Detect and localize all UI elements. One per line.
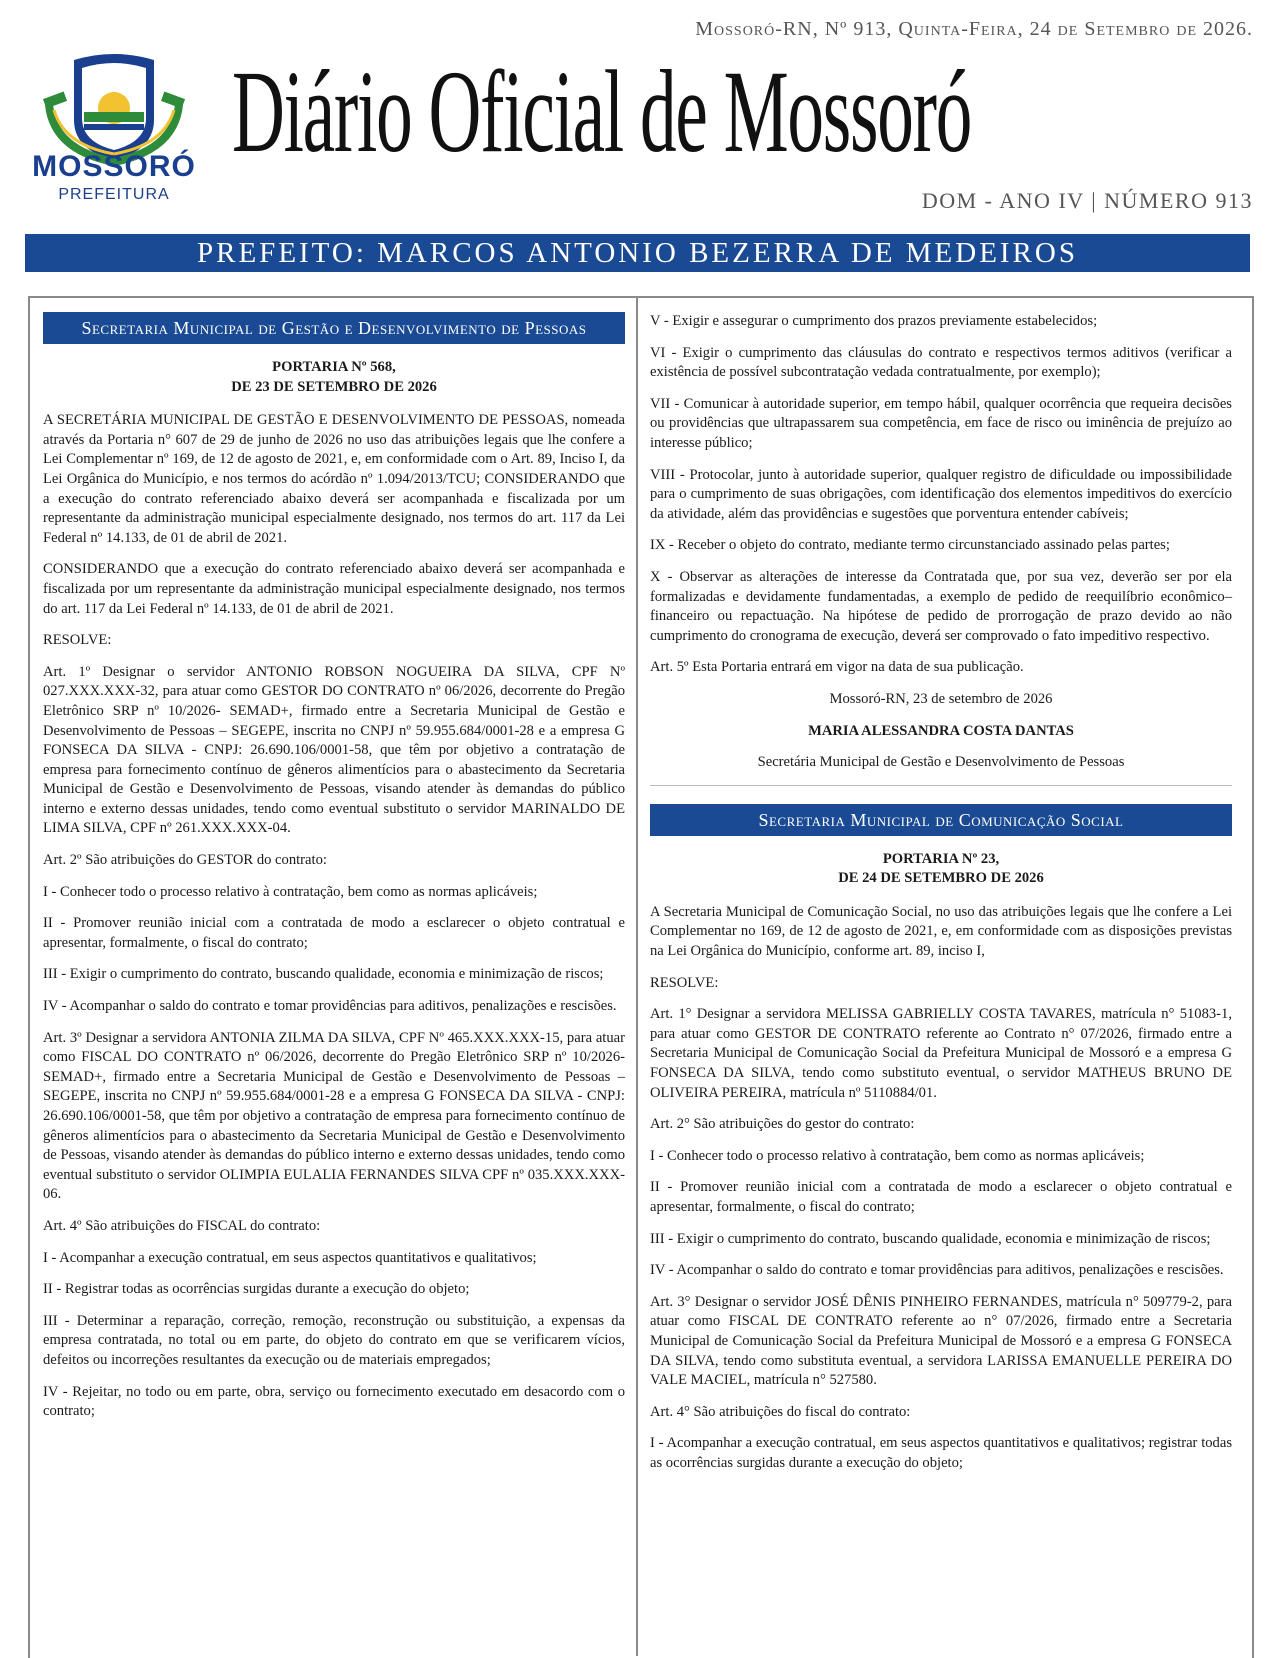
- paragraph: A Secretaria Municipal de Comunicação Social, no uso das atribuições legais que lhe confere a Lei Complementar no 169, de 12 de agosto de 2021, e, em conformidade com as disposições previstas na Lei Orgânica do Município, conforme art. 89, inciso I,: [650, 903, 1232, 960]
- paragraph: RESOLVE:: [650, 974, 719, 991]
- logo-subtitle: PREFEITURA: [58, 186, 170, 203]
- paragraph: Art. 4° São atribuições do fiscal do contrato:: [650, 1403, 911, 1420]
- paragraph: Art. 1º Designar o servidor ANTONIO ROBSON NOGUEIRA DA SILVA, CPF Nº 027.XXX.XXX-32, para atuar como GESTOR DO CONTRATO nº 06/2026, decorrente do Pregão Eletrônico SRP nº 10/2026- SEMAD+, firmado entre a Secretaria Municipal de Gestão e Desenvolvimento de Pessoas – SEGEPE, inscrita no CNPJ nº 59.955.684/0001-28 e a empresa G FONSECA DA SILVA - CNPJ: 26.690.106/0001-58, que têm por objetivo a contratação de empresa para fornecimento contínuo de gêneros alimentícios para o abastecimento da Secretaria Municipal de Gestão e Desenvolvimento de Pessoas, visando atender às demandas do público interno e externo dessas unidades, tendo como eventual substituto o servidor MARINALDO DE LIMA SILVA, CPF nº 261.XXX.XXX-04.: [43, 663, 625, 837]
- portaria-number: PORTARIA Nº 568,: [272, 359, 396, 375]
- left-column: [43, 312, 625, 1434]
- paragraph: I - Conhecer todo o processo relativo à contratação, bem como as normas aplicáveis;: [650, 1147, 1145, 1164]
- place-date: Mossoró-RN, 23 de setembro de 2026: [829, 690, 1053, 707]
- paragraph: Art. 3º Designar a servidora ANTONIA ZILMA DA SILVA, CPF Nº 465.XXX.XXX-15, para atuar como FISCAL DO CONTRATO nº 06/2026, decorrente do Pregão Eletrônico SRP nº 10/2026- SEMAD+, firmado entre a Secretaria Municipal de Gestão e Desenvolvimento de Pessoas – SEGEPE, inscrita no CNPJ nº 59.955.684/0001-28 e a empresa G FONSECA DA SILVA - CNPJ: 26.690.106/0001-58, que têm por objetivo a contratação de empresa para fornecimento contínuo de gêneros alimentícios para o abastecimento da Secretaria Municipal de Gestão e Desenvolvimento de Pessoas, visando atender às demandas do público interno e externo dessas unidades, tendo como eventual substituto o servidor OLIMPIA EULALIA FERNANDES SILVA CPF nº 035.XXX.XXX-06.: [43, 1029, 625, 1203]
- paragraph: A SECRETÁRIA MUNICIPAL DE GESTÃO E DESENVOLVIMENTO DE PESSOAS, nomeada através da Portaria n° 607 de 29 de junho de 2026 no uso das atribuições legais que lhe confere a Lei Complementar nº 169, de 12 de agosto de 2021, e, em conformidade com o Art. 89, Inciso I, da Lei Orgânica do Município, e nos termos do acórdão nº 1.094/2013/TCU; CONSIDERANDO que a execução do contrato referenciado abaixo deverá ser acompanhada e fiscalizada por um representante da administração municipal especialmente designado, nos termos do art. 117 da Lei Federal nº 14.133, de 01 de abril de 2021.: [43, 412, 625, 546]
- paragraph: II - Promover reunião inicial com a contratada de modo a esclarecer o objeto contratual e apresentar, formalmente, o fiscal do contrato;: [43, 915, 625, 951]
- paragraph: IV - Acompanhar o saldo do contrato e tomar providências para aditivos, penalizações e rescisões.: [43, 998, 617, 1015]
- section-separator: [650, 785, 1232, 786]
- paragraph: I - Acompanhar a execução contratual, em seus aspectos quantitativos e qualitativos; registrar todas as ocorrências surgidas durante a execução do objeto;: [650, 1435, 1232, 1471]
- column-divider: [636, 296, 638, 1656]
- newspaper-title: Diário Oficial de Mossoró: [232, 46, 972, 177]
- portaria-date: DE 24 DE SETEMBRO DE 2026: [838, 870, 1044, 887]
- paragraph: V - Exigir e assegurar o cumprimento dos prazos previamente estabelecidos;: [650, 313, 1098, 329]
- logo-wordmark: MOSSORÓ: [32, 150, 196, 183]
- paragraph: I - Acompanhar a execução contratual, em seus aspectos quantitativos e qualitativos;: [43, 1249, 537, 1266]
- paragraph: Art. 1° Designar a servidora MELISSA GABRIELLY COSTA TAVARES, matrícula n° 51083-1, para atuar como GESTOR DE CONTRATO referente ao Contrato n° 07/2026, firmado entre a Secretaria Municipal de Comunicação Social da Prefeitura Municipal de Mossoró e a empresa G FONSECA DA SILVA, tendo como substituto eventual, o servidor MATHEUS BRUNO DE OLIVEIRA PEREIRA, matrícula nº 5110884/01.: [650, 1006, 1232, 1101]
- signer-role: Secretária Municipal de Gestão e Desenvolvimento de Pessoas: [757, 754, 1125, 771]
- paragraph: VIII - Protocolar, junto à autoridade superior, qualquer registro de dificuldade ou impossibilidade para o cumprimento de suas obrigações, com identificação dos elementos impeditivos do exercício da atividade, além das providências e sugestões que porventura entender cabíveis;: [650, 466, 1232, 522]
- paragraph: II - Promover reunião inicial com a contratada de modo a esclarecer o objeto contratual e apresentar, formalmente, o fiscal do contrato;: [650, 1179, 1232, 1215]
- date-line: Mossoró-RN, Nº 913, Quinta-Feira, 24 de Setembro de 2026.: [695, 18, 1253, 40]
- paragraph: III - Exigir o cumprimento do contrato, buscando qualidade, economia e minimização de riscos;: [43, 966, 604, 983]
- paragraph: IV - Rejeitar, no todo ou em parte, obra, serviço ou fornecimento executado em desacordo com o contrato;: [43, 1383, 625, 1420]
- paragraph: Art. 4º São atribuições do FISCAL do contrato:: [43, 1217, 321, 1234]
- paragraph: IX - Receber o objeto do contrato, mediante termo circunstanciado assinado pelas partes;: [650, 537, 1170, 554]
- paragraph: Art. 2° São atribuições do gestor do contrato:: [650, 1116, 915, 1133]
- section-header: Secretaria Municipal de Gestão e Desenvolvimento de Pessoas: [43, 312, 625, 344]
- paragraph: X - Observar as alterações de interesse da Contratada que, por sua vez, deverão ser por ela formalizadas e devidamente fundamentadas, a exemplo de pedido de reequilíbrio econômico–financeiro ou repactuação. Na hipótese de pedido de prorrogação de prazo devido ao não cumprimento do cronograma de execução, deverá ser comprovado o fato impeditivo respectivo.: [650, 568, 1232, 644]
- paragraph: IV - Acompanhar o saldo do contrato e tomar providências para aditivos, penalizações e rescisões.: [650, 1262, 1224, 1279]
- paragraph: Art. 2º São atribuições do GESTOR do contrato:: [43, 852, 327, 869]
- section-header: Secretaria Municipal de Comunicação Social: [650, 804, 1232, 836]
- right-column: [650, 312, 1232, 1486]
- portaria-date: DE 23 DE SETEMBRO DE 2026: [231, 378, 437, 395]
- paragraph: VI - Exigir o cumprimento das cláusulas do contrato e respectivos termos aditivos (verificar a existência de possível subcontratação vedada contratualmente, por exemplo);: [650, 344, 1232, 381]
- paragraph: Art. 5º Esta Portaria entrará em vigor na data de sua publicação.: [650, 659, 1024, 676]
- paragraph: CONSIDERANDO que a execução do contrato referenciado abaixo deverá ser acompanhada e fiscalizada por um representante da administração municipal especialmente designado, nos termos do art. 117 da Lei Federal nº 14.133, de 01 de abril de 2021.: [43, 561, 625, 617]
- signer-name: MARIA ALESSANDRA COSTA DANTAS: [808, 722, 1074, 739]
- paragraph: III - Determinar a reparação, correção, remoção, reconstrução ou substituição, a expensas da empresa contratada, no total ou em parte, do objeto do contrato em que se verificarem vícios, defeitos ou incorreções resultantes da execução ou de materiais empregados;: [43, 1312, 625, 1368]
- paragraph: Art. 3° Designar o servidor JOSÉ DÊNIS PINHEIRO FERNANDES, matrícula n° 509779-2, para atuar como FISCAL DE CONTRATO referente ao n° 07/2026, firmado entre a Secretaria Municipal de Comunicação Social da Prefeitura Municipal de Mossoró e a empresa G FONSECA DA SILVA, tendo como substituta eventual, a servidora LARISSA EMANUELLE PEREIRA DO VALE MACIEL, matrícula n° 527580.: [650, 1293, 1232, 1389]
- paragraph: RESOLVE:: [43, 632, 112, 649]
- edition-number: DOM - ANO IV | NÚMERO 913: [921, 188, 1253, 213]
- portaria-number: PORTARIA Nº 23,: [882, 850, 1000, 867]
- portaria-title: [43, 358, 625, 397]
- portaria-title: [650, 850, 1232, 889]
- paragraph: I - Conhecer todo o processo relativo à contratação, bem como as normas aplicáveis;: [43, 883, 538, 900]
- paragraph: II - Registrar todas as ocorrências surgidas durante a execução do objeto;: [43, 1281, 470, 1298]
- paragraph: III - Exigir o cumprimento do contrato, buscando qualidade, economia e minimização de riscos;: [650, 1230, 1211, 1247]
- paragraph: VII - Comunicar à autoridade superior, em tempo hábil, qualquer ocorrência que requeira decisões ou providências que ultrapassarem sua competência, em face de risco ou iminência de prejuízo ao interesse público;: [650, 395, 1232, 451]
- mayor-banner: PREFEITO: MARCOS ANTONIO BEZERRA DE MEDEIROS: [25, 234, 1250, 272]
